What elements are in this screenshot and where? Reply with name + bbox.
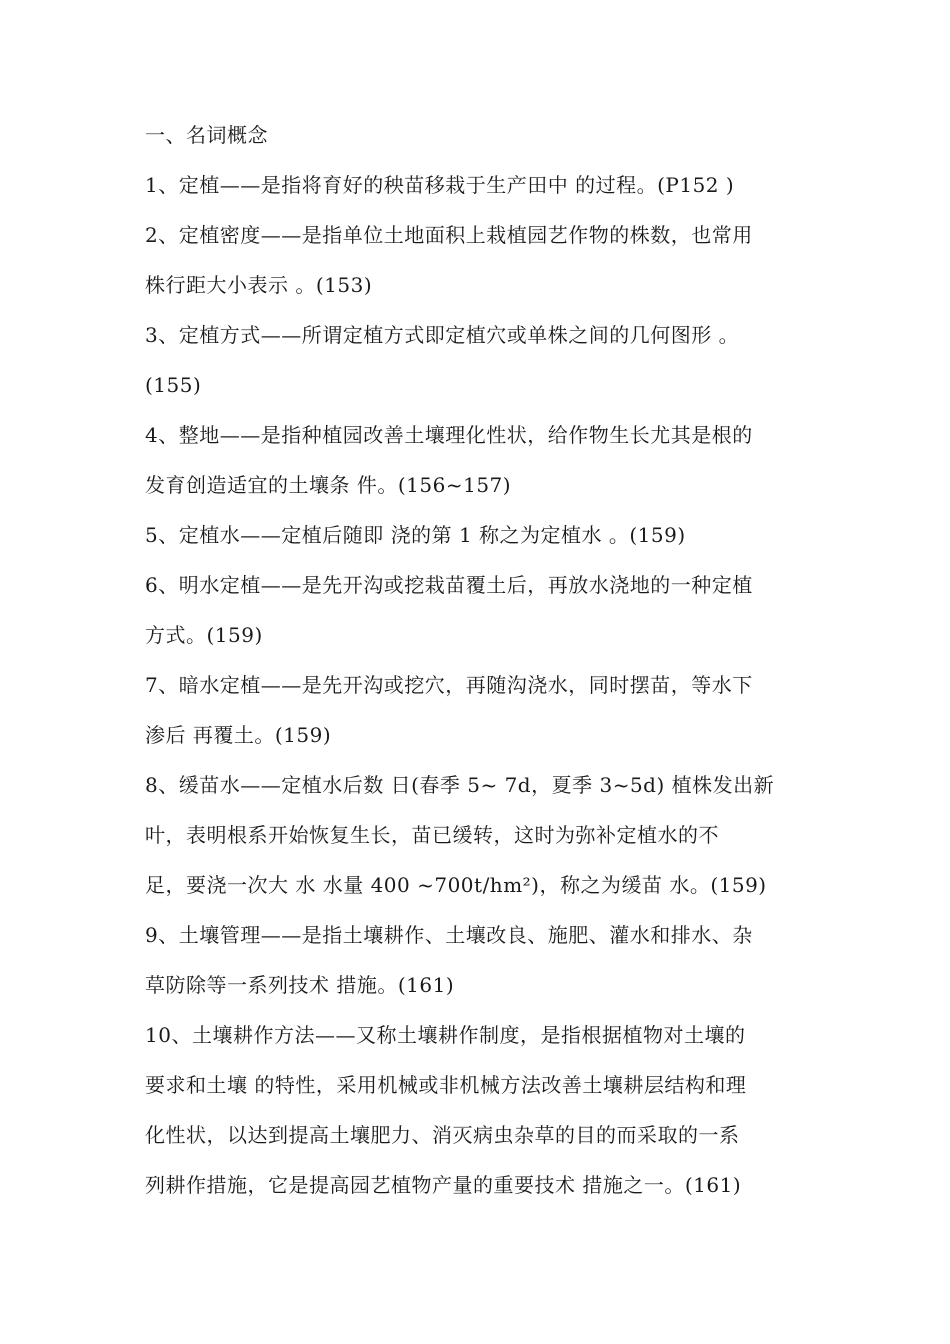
section-heading: 一、名词概念	[145, 123, 268, 147]
text-line: 2、定植密度——是指单位土地面积上栽植园艺作物的株数，也常用	[145, 223, 753, 247]
text-line: 1、定植——是指将育好的秧苗移栽于生产田中 的过程。(P152 )	[145, 173, 735, 197]
text-line: 7、暗水定植——是先开沟或挖穴，再随沟浇水，同时摆苗，等水下	[145, 673, 753, 697]
text-line: 6、明水定植——是先开沟或挖栽苗覆土后，再放水浇地的一种定植	[145, 573, 753, 597]
text-line: 9、土壤管理——是指土壤耕作、土壤改良、施肥、灌水和排水、杂	[145, 923, 753, 947]
text-line: 要求和土壤 的特性，采用机械或非机械方法改善土壤耕层结构和理	[145, 1073, 747, 1097]
text-line: 株行距大小表示 。(153)	[145, 273, 373, 297]
text-line: 足，要浇一次大 水 水量 400 ~700t/hm²)，称之为缓苗 水。(159)	[145, 873, 767, 897]
text-line: 发育创造适宜的土壤条 件。(156~157)	[145, 473, 512, 497]
text-line: 8、缓苗水——定植水后数 日(春季 5~ 7d，夏季 3~5d) 植株发出新	[145, 773, 775, 797]
text-line: 化性状，以达到提高土壤肥力、消灭病虫杂草的目的而采取的一系	[145, 1123, 740, 1147]
text-line: (155)	[145, 373, 202, 397]
text-line: 3、定植方式——所谓定植方式即定植穴或单株之间的几何图形 。	[145, 323, 740, 347]
text-line: 渗后 再覆土。(159)	[145, 723, 332, 747]
text-line: 10、土壤耕作方法——又称土壤耕作制度，是指根据植物对土壤的	[145, 1023, 746, 1047]
text-line: 方式。(159)	[145, 623, 263, 647]
text-line: 5、定植水——定植后随即 浇的第 1 称之为定植水 。(159)	[145, 523, 686, 547]
text-line: 列耕作措施，它是提高园艺植物产量的重要技术 措施之一。(161)	[145, 1173, 742, 1197]
text-line: 草防除等一系列技术 措施。(161)	[145, 973, 455, 997]
text-line: 4、整地——是指种植园改善土壤理化性状，给作物生长尤其是根的	[145, 423, 753, 447]
text-line: 叶，表明根系开始恢复生长，苗已缓转，这时为弥补定植水的不	[145, 823, 719, 847]
